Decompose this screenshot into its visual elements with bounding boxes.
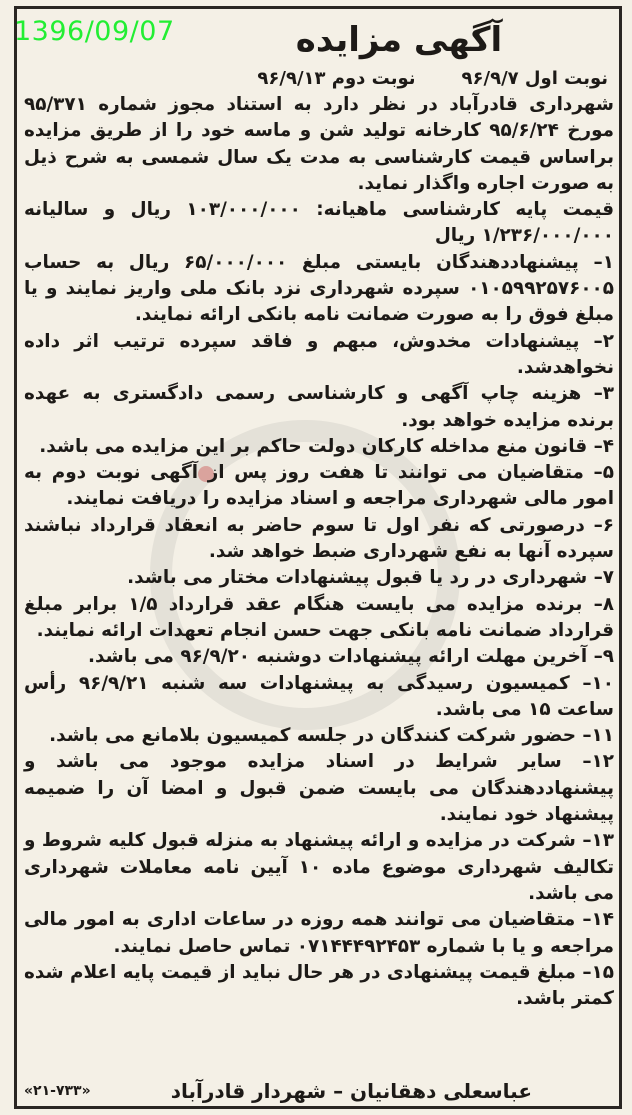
ad-code: «۲۱-۷۳۳» xyxy=(24,1083,91,1099)
condition-item: ۷– شهرداری در رد یا قبول پیشنهادات مختار می باشد. xyxy=(127,567,614,589)
second-round: نوبت دوم ۹۶/۹/۱۳ xyxy=(257,68,416,89)
condition-item: ۱۴– متقاضیان می توانند همه روزه در ساعات اداری به امور مالی مراجعه و یا با شماره ۰۷۱۴۴۴۹۲۴۵۳ تماس حاصل نمایند. xyxy=(24,909,614,957)
condition-item: ۹– آخرین مهلت ارائه پیشنهادات دوشنبه ۹۶/۹/۲۰ می باشد. xyxy=(88,646,614,668)
base-price: قیمت پایه کارشناسی ماهیانه: ۱۰۳/۰۰۰/۰۰۰ ریال و سالیانه ۱/۲۳۶/۰۰۰/۰۰۰ ریال xyxy=(24,199,614,247)
condition-item: ۱۵– مبلغ قیمت پیشنهادی در هر حال نباید از قیمت پایه اعلام شده کمتر باشد. xyxy=(24,961,614,1010)
publication-rounds xyxy=(24,66,608,92)
date-stamp: 1396/09/07 xyxy=(14,16,175,47)
condition-item: ۶– درصورتی که نفر اول تا سوم حاضر به انعقاد قرارداد نباشند سپرده آنها به نفع شهرداری ضبط خواهد شد. xyxy=(24,514,614,563)
condition-item: ۵– متقاضیان می توانند تا هفت روز پس از آگهی نوبت دوم به امور مالی شهرداری مراجعه و اسناد مزایده را دریافت نمایند. xyxy=(24,462,614,510)
condition-item: ۱۰– کمیسیون رسیدگی به پیشنهادات سه شنبه ۹۶/۹/۲۱ رأس ساعت ۱۵ می باشد. xyxy=(24,672,614,720)
ad-title: آگهی مزایده xyxy=(295,20,503,60)
condition-item: ۲– پیشنهادات مخدوش، مبهم و فاقد سپرده ترتیب اثر داده نخواهدشد. xyxy=(24,330,614,378)
conditions-list xyxy=(24,250,614,1013)
condition-item: ۱۱– حضور شرکت کنندگان در جلسه کمیسیون بلامانع می باشد. xyxy=(49,725,614,747)
condition-item: ۴– قانون منع مداخله کارکان دولت حاکم بر این مزایده می باشد. xyxy=(39,435,614,457)
first-round: نوبت اول ۹۶/۹/۷ xyxy=(461,68,608,89)
signature: عباسعلی دهقانیان – شهردار قادرآباد xyxy=(170,1079,532,1103)
intro-paragraph: شهرداری قادرآباد در نظر دارد به استناد مجوز شماره ۹۵/۳۷۱ مورخ ۹۵/۶/۲۴ کارخانه تولید شن و ماسه خود را از طریق مزایده براساس قیمت کارشناسی به مدت یک سال شمسی به شرح ذیل به صورت اجاره واگذار نماید. xyxy=(24,94,614,194)
condition-item: ۱– پیشنهاددهندگان بایستی مبلغ ۶۵/۰۰۰/۰۰۰ ریال به حساب ۰۱۰۵۹۹۲۵۷۶۰۰۵ سپرده شهرداری نزد بانک ملی واریز نمایند و یا مبلغ فوق را به صورت ضمانت نامه بانکی ارائه نمایند. xyxy=(24,251,614,326)
condition-item: ۳– هزینه چاپ آگهی و کارشناسی رسمی دادگستری به عهده برنده مزایده خواهد بود. xyxy=(24,383,614,431)
ad-footer xyxy=(24,1079,612,1103)
ad-body xyxy=(24,18,614,1012)
condition-item: ۱۳– شرکت در مزایده و ارائه پیشنهاد به منزله قبول کلیه شروط و تکالیف شهرداری موضوع ماده ۱۰ آیین نامه معاملات شهرداری می باشد. xyxy=(24,830,614,904)
condition-item: ۱۲– سایر شرایط در اسناد مزایده موجود می باشد و پیشنهاددهندگان می بایست ضمن قبول و امضا آن را ضمیمه پیشنهاد خود نمایند. xyxy=(24,751,614,826)
condition-item: ۸– برنده مزایده می بایست هنگام عقد قرارداد ۱/۵ برابر مبلغ قرارداد ضمانت نامه بانکی جهت حسن انجام تعهدات ارائه نمایند. xyxy=(24,593,614,641)
